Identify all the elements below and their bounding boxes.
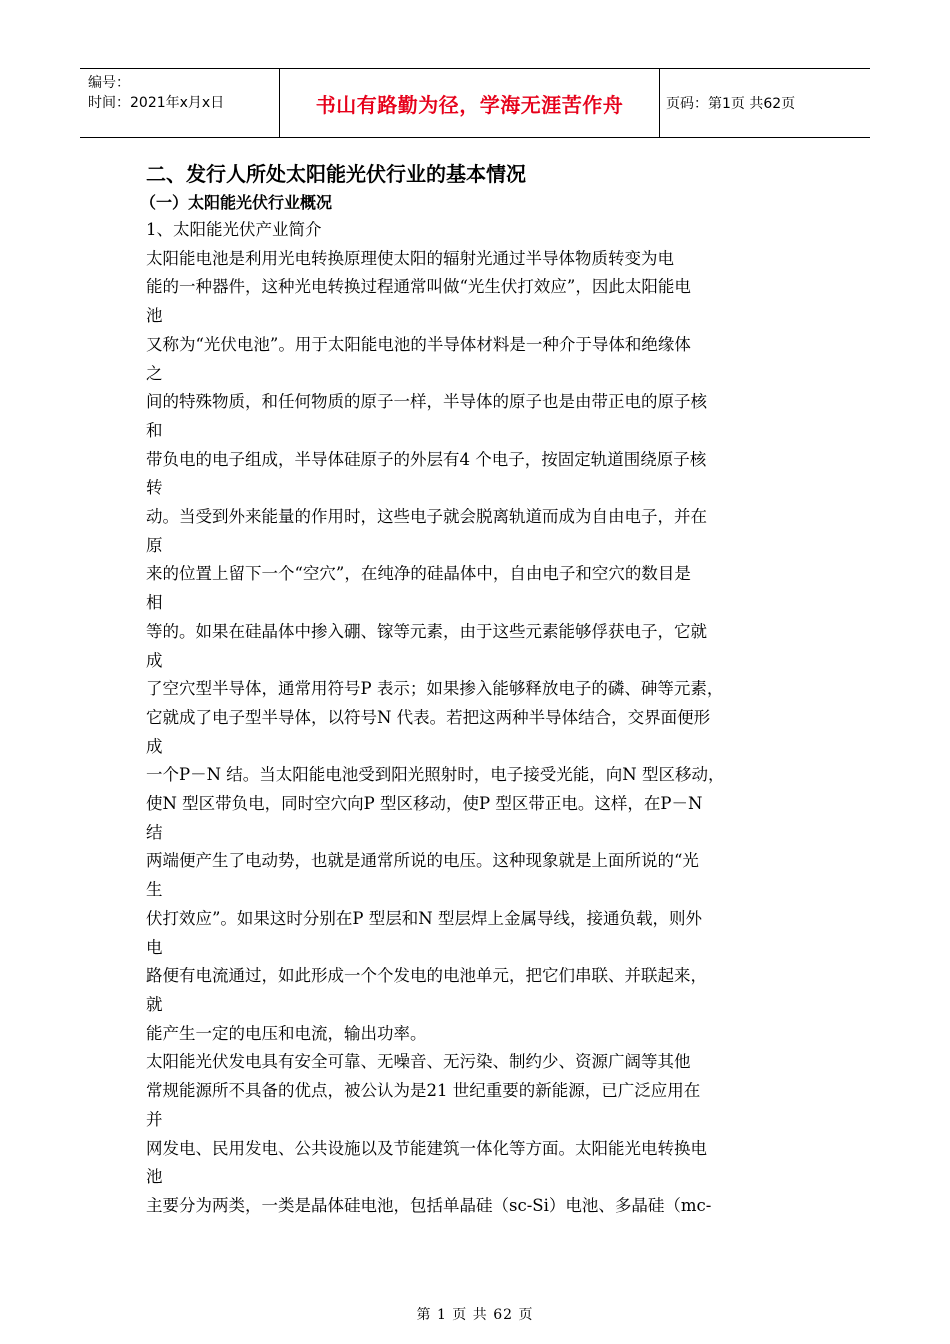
text-line: 网发电、民用发电、公共设施以及节能建筑一体化等方面。太阳能光电转换电 xyxy=(146,1138,707,1158)
header-motto: 书山有路勤为径，学海无涯苦作舟 xyxy=(280,69,660,137)
text-line: 池 xyxy=(146,306,163,326)
text-line: 之 xyxy=(146,363,163,383)
text-line: 生 xyxy=(146,880,163,900)
text-line: 主要分为两类，一类是晶体硅电池，包括单晶硅（sc-Si）电池、多晶硅（mc- xyxy=(146,1195,712,1215)
body-text xyxy=(146,216,816,1221)
time-label: 时间：2021年x月x日 xyxy=(88,95,225,111)
text-line: 它就成了电子型半导体，以符号N 代表。若把这两种半导体结合，交界面便形 xyxy=(146,707,711,727)
text-line: 相 xyxy=(146,593,163,613)
page-header xyxy=(80,68,870,138)
text-line: 成 xyxy=(146,650,163,670)
text-line: 等的。如果在硅晶体中掺入硼、镓等元素，由于这些元素能够俘获电子，它就 xyxy=(146,621,707,641)
text-line: 又称为“光伏电池”。用于太阳能电池的半导体材料是一种介于导体和绝缘体 xyxy=(146,334,691,354)
text-line: 伏打效应”。如果这时分别在P 型层和N 型层焊上金属导线，接通负载，则外 xyxy=(146,908,702,928)
text-line: 和 xyxy=(146,420,163,440)
page-footer: 第 1 页 共 62 页 xyxy=(416,1307,534,1323)
text-line: 动。当受到外来能量的作用时，这些电子就会脱离轨道而成为自由电子，并在 xyxy=(146,507,707,527)
text-line: 转 xyxy=(146,478,163,498)
text-line: 能产生一定的电压和电流，输出功率。 xyxy=(146,1023,427,1043)
number-label: 编号： xyxy=(88,75,130,91)
text-line: 池 xyxy=(146,1167,163,1187)
text-line: 电 xyxy=(146,937,163,957)
text-line: 使N 型区带负电，同时空穴向P 型区移动，使P 型区带正电。这样，在P－N xyxy=(146,794,703,814)
text-line: 来的位置上留下一个“空穴”，在纯净的硅晶体中，自由电子和空穴的数目是 xyxy=(146,564,691,584)
text-line: 原 xyxy=(146,535,163,555)
document-body xyxy=(140,160,816,1221)
text-line: 路便有电流通过，如此形成一个个发电的电池单元，把它们串联、并联起来， xyxy=(146,966,707,986)
text-line: 结 xyxy=(146,822,163,842)
section-title: 二、发行人所处太阳能光伏行业的基本情况 xyxy=(146,162,526,186)
text-line: 一个P－N 结。当太阳能电池受到阳光照射时，电子接受光能，向N 型区移动， xyxy=(146,765,725,785)
subsection-title: （一）太阳能光伏行业概况 xyxy=(140,193,333,212)
header-meta xyxy=(80,69,280,137)
text-line: 能的一种器件，这种光电转换过程通常叫做“光生伏打效应”，因此太阳能电 xyxy=(146,277,691,297)
text-line: 带负电的电子组成，半导体硅原子的外层有4 个电子，按固定轨道围绕原子核 xyxy=(146,449,707,469)
header-page-label: 页码：第1页 共62页 xyxy=(666,96,796,112)
text-line: 并 xyxy=(146,1109,163,1129)
text-line: 两端便产生了电动势，也就是通常所说的电压。这种现象就是上面所说的“光 xyxy=(146,851,699,871)
text-line: 太阳能光伏发电具有安全可靠、无噪音、无污染、制约少、资源广阔等其他 xyxy=(146,1052,691,1072)
text-line: 常规能源所不具备的优点，被公认为是21 世纪重要的新能源，已广泛应用在 xyxy=(146,1081,701,1101)
text-line: 成 xyxy=(146,736,163,756)
text-line: 了空穴型半导体，通常用符号P 表示；如果掺入能够释放电子的磷、砷等元素， xyxy=(146,679,724,699)
text-line: 就 xyxy=(146,994,163,1014)
text-line: 太阳能电池是利用光电转换原理使太阳的辐射光通过半导体物质转变为电 xyxy=(146,248,674,268)
text-line: 1、太阳能光伏产业简介 xyxy=(146,220,322,239)
text-line: 间的特殊物质，和任何物质的原子一样，半导体的原子也是由带正电的原子核 xyxy=(146,392,707,412)
